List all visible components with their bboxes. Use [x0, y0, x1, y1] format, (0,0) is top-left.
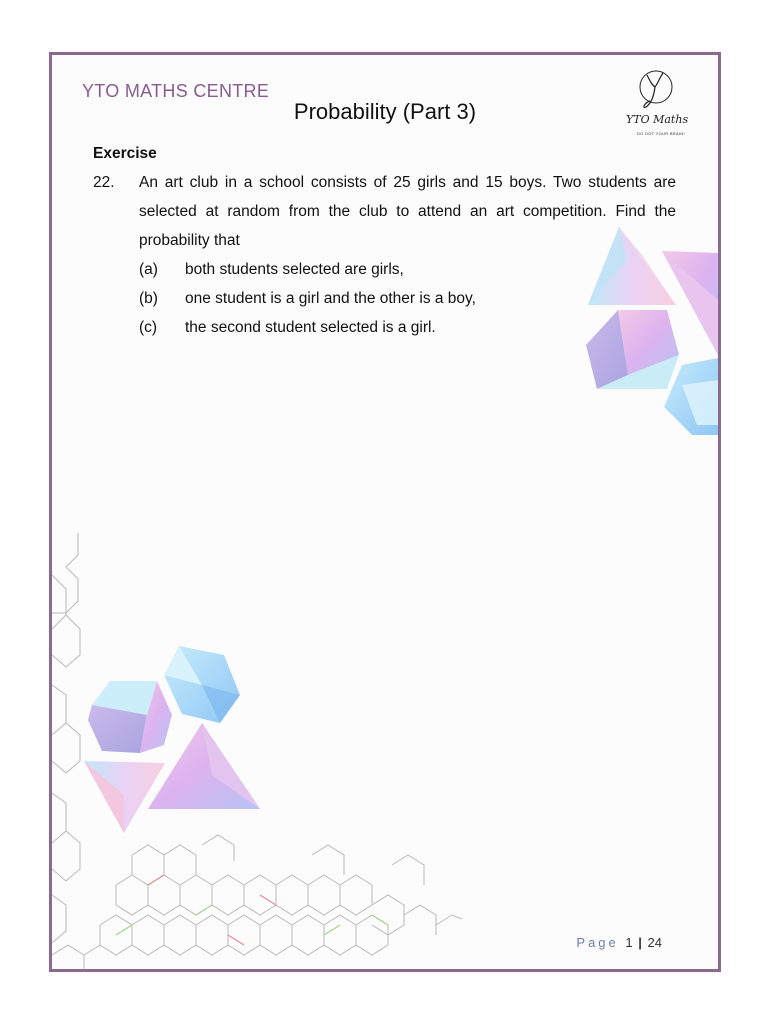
question-part-b: [139, 284, 676, 313]
logo-script-text: YTO Maths: [626, 113, 689, 126]
gem-hexagon-right: [664, 358, 718, 435]
exercise-label: Exercise: [93, 145, 157, 162]
document-page: [49, 52, 721, 972]
question-number: 22.: [93, 174, 115, 191]
gem-pyramid-bottom: [148, 723, 260, 809]
brand-name: YTO MATHS CENTRE: [82, 81, 270, 101]
page-word: Page: [576, 935, 619, 950]
question-text: An art club in a school consists of 25 girls and 15 boys. Two students are selected at random from the club to attend an art competition. Find the probability that: [139, 174, 676, 249]
logo-mark-icon: [622, 63, 700, 129]
page-number: [576, 935, 662, 950]
part-label: (a): [139, 261, 158, 278]
current-page: 1: [625, 935, 633, 950]
gem-hexagon-bottom: [164, 646, 240, 723]
part-text: one student is a girl and the other is a boy,: [185, 290, 476, 307]
hex-line-pattern: [52, 533, 462, 969]
question-22: [93, 168, 676, 342]
total-pages: 24: [647, 935, 662, 950]
part-label: (c): [139, 319, 158, 336]
gem-cube-bottom: [88, 681, 172, 753]
logo: [622, 63, 700, 143]
part-label: (b): [139, 290, 158, 307]
part-text: both students selected are girls,: [185, 261, 404, 278]
logo-tagline: DO DOT YOUR BRAIN!: [637, 131, 685, 136]
gem-tetra-bottom: [84, 761, 165, 833]
question-part-a: [139, 255, 676, 284]
question-part-c: [139, 313, 676, 342]
exercise-content: [93, 139, 676, 342]
hex-line-accents: [116, 875, 388, 945]
page-separator: |: [638, 935, 642, 950]
page-title: Probability (Part 3): [293, 99, 477, 124]
part-text: the second student selected is a girl.: [185, 319, 436, 336]
